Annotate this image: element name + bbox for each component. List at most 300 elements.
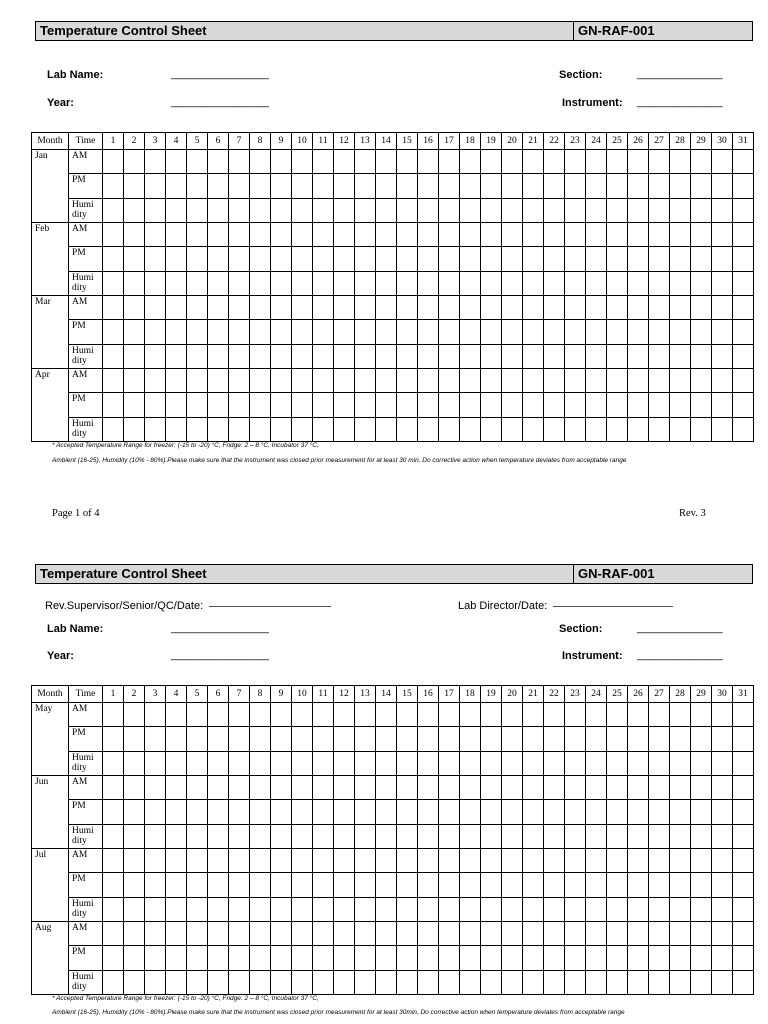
reading-cell[interactable] (733, 946, 754, 971)
reading-cell[interactable] (649, 418, 670, 442)
reading-cell[interactable] (649, 752, 670, 776)
reading-cell[interactable] (334, 825, 355, 849)
reading-cell[interactable] (439, 418, 460, 442)
reading-cell[interactable] (649, 703, 670, 727)
reading-cell[interactable] (271, 825, 292, 849)
reading-cell[interactable] (607, 320, 628, 345)
reading-cell[interactable] (271, 703, 292, 727)
reading-cell[interactable] (376, 199, 397, 223)
supervisor-signoff-line[interactable] (209, 606, 331, 607)
reading-cell[interactable] (355, 752, 376, 776)
reading-cell[interactable] (712, 150, 733, 174)
reading-cell[interactable] (607, 849, 628, 873)
reading-cell[interactable] (313, 418, 334, 442)
reading-cell[interactable] (124, 296, 145, 320)
reading-cell[interactable] (439, 946, 460, 971)
reading-cell[interactable] (187, 727, 208, 752)
reading-cell[interactable] (334, 849, 355, 873)
reading-cell[interactable] (523, 849, 544, 873)
reading-cell[interactable] (124, 345, 145, 369)
reading-cell[interactable] (250, 345, 271, 369)
reading-cell[interactable] (670, 703, 691, 727)
reading-cell[interactable] (271, 345, 292, 369)
reading-cell[interactable] (607, 369, 628, 393)
reading-cell[interactable] (586, 849, 607, 873)
reading-cell[interactable] (670, 223, 691, 247)
reading-cell[interactable] (376, 418, 397, 442)
reading-cell[interactable] (103, 296, 124, 320)
reading-cell[interactable] (376, 272, 397, 296)
reading-cell[interactable] (145, 946, 166, 971)
reading-cell[interactable] (586, 393, 607, 418)
reading-cell[interactable] (733, 703, 754, 727)
reading-cell[interactable] (670, 296, 691, 320)
reading-cell[interactable] (397, 369, 418, 393)
reading-cell[interactable] (313, 320, 334, 345)
reading-cell[interactable] (481, 898, 502, 922)
reading-cell[interactable] (355, 922, 376, 946)
reading-cell[interactable] (586, 174, 607, 199)
reading-cell[interactable] (670, 418, 691, 442)
reading-cell[interactable] (628, 703, 649, 727)
reading-cell[interactable] (334, 776, 355, 800)
reading-cell[interactable] (691, 849, 712, 873)
reading-cell[interactable] (250, 971, 271, 995)
reading-cell[interactable] (229, 150, 250, 174)
reading-cell[interactable] (355, 825, 376, 849)
reading-cell[interactable] (670, 946, 691, 971)
reading-cell[interactable] (733, 922, 754, 946)
reading-cell[interactable] (124, 369, 145, 393)
reading-cell[interactable] (208, 150, 229, 174)
reading-cell[interactable] (334, 223, 355, 247)
reading-cell[interactable] (292, 849, 313, 873)
reading-cell[interactable] (292, 345, 313, 369)
reading-cell[interactable] (712, 825, 733, 849)
director-signoff-line[interactable] (553, 606, 673, 607)
reading-cell[interactable] (103, 393, 124, 418)
reading-cell[interactable] (355, 296, 376, 320)
reading-cell[interactable] (166, 393, 187, 418)
reading-cell[interactable] (712, 800, 733, 825)
reading-cell[interactable] (397, 971, 418, 995)
reading-cell[interactable] (103, 150, 124, 174)
reading-cell[interactable] (649, 174, 670, 199)
reading-cell[interactable] (649, 849, 670, 873)
reading-cell[interactable] (565, 345, 586, 369)
reading-cell[interactable] (607, 971, 628, 995)
reading-cell[interactable] (418, 849, 439, 873)
reading-cell[interactable] (313, 849, 334, 873)
reading-cell[interactable] (229, 320, 250, 345)
reading-cell[interactable] (334, 946, 355, 971)
reading-cell[interactable] (187, 223, 208, 247)
reading-cell[interactable] (565, 199, 586, 223)
reading-cell[interactable] (670, 776, 691, 800)
reading-cell[interactable] (649, 393, 670, 418)
reading-cell[interactable] (460, 199, 481, 223)
reading-cell[interactable] (565, 776, 586, 800)
reading-cell[interactable] (250, 922, 271, 946)
reading-cell[interactable] (523, 272, 544, 296)
reading-cell[interactable] (355, 800, 376, 825)
reading-cell[interactable] (166, 849, 187, 873)
reading-cell[interactable] (691, 971, 712, 995)
reading-cell[interactable] (103, 825, 124, 849)
reading-cell[interactable] (565, 849, 586, 873)
reading-cell[interactable] (712, 776, 733, 800)
reading-cell[interactable] (208, 272, 229, 296)
reading-cell[interactable] (103, 223, 124, 247)
reading-cell[interactable] (271, 873, 292, 898)
reading-cell[interactable] (124, 873, 145, 898)
reading-cell[interactable] (586, 873, 607, 898)
reading-cell[interactable] (334, 873, 355, 898)
reading-cell[interactable] (250, 825, 271, 849)
reading-cell[interactable] (334, 922, 355, 946)
reading-cell[interactable] (271, 418, 292, 442)
reading-cell[interactable] (460, 320, 481, 345)
reading-cell[interactable] (439, 703, 460, 727)
reading-cell[interactable] (544, 345, 565, 369)
reading-cell[interactable] (250, 296, 271, 320)
reading-cell[interactable] (418, 150, 439, 174)
reading-cell[interactable] (166, 946, 187, 971)
reading-cell[interactable] (334, 418, 355, 442)
reading-cell[interactable] (502, 418, 523, 442)
reading-cell[interactable] (397, 272, 418, 296)
reading-cell[interactable] (439, 727, 460, 752)
reading-cell[interactable] (649, 800, 670, 825)
reading-cell[interactable] (250, 223, 271, 247)
reading-cell[interactable] (628, 296, 649, 320)
reading-cell[interactable] (712, 345, 733, 369)
reading-cell[interactable] (670, 320, 691, 345)
reading-cell[interactable] (565, 393, 586, 418)
reading-cell[interactable] (418, 418, 439, 442)
reading-cell[interactable] (313, 369, 334, 393)
reading-cell[interactable] (334, 272, 355, 296)
reading-cell[interactable] (607, 776, 628, 800)
reading-cell[interactable] (355, 971, 376, 995)
reading-cell[interactable] (439, 150, 460, 174)
reading-cell[interactable] (670, 752, 691, 776)
reading-cell[interactable] (229, 825, 250, 849)
reading-cell[interactable] (124, 776, 145, 800)
reading-cell[interactable] (103, 800, 124, 825)
reading-cell[interactable] (187, 320, 208, 345)
reading-cell[interactable] (586, 369, 607, 393)
reading-cell[interactable] (544, 393, 565, 418)
reading-cell[interactable] (145, 296, 166, 320)
reading-cell[interactable] (103, 418, 124, 442)
reading-cell[interactable] (397, 345, 418, 369)
reading-cell[interactable] (439, 174, 460, 199)
reading-cell[interactable] (649, 272, 670, 296)
reading-cell[interactable] (733, 800, 754, 825)
reading-cell[interactable] (124, 199, 145, 223)
reading-cell[interactable] (586, 296, 607, 320)
reading-cell[interactable] (502, 800, 523, 825)
reading-cell[interactable] (355, 898, 376, 922)
reading-cell[interactable] (271, 922, 292, 946)
reading-cell[interactable] (292, 922, 313, 946)
reading-cell[interactable] (229, 752, 250, 776)
reading-cell[interactable] (166, 752, 187, 776)
reading-cell[interactable] (733, 223, 754, 247)
reading-cell[interactable] (502, 320, 523, 345)
reading-cell[interactable] (292, 776, 313, 800)
reading-cell[interactable] (712, 898, 733, 922)
reading-cell[interactable] (586, 272, 607, 296)
reading-cell[interactable] (418, 898, 439, 922)
reading-cell[interactable] (124, 825, 145, 849)
reading-cell[interactable] (502, 703, 523, 727)
reading-cell[interactable] (523, 296, 544, 320)
reading-cell[interactable] (460, 946, 481, 971)
reading-cell[interactable] (208, 174, 229, 199)
reading-cell[interactable] (397, 223, 418, 247)
reading-cell[interactable] (334, 345, 355, 369)
reading-cell[interactable] (460, 776, 481, 800)
reading-cell[interactable] (418, 971, 439, 995)
reading-cell[interactable] (397, 418, 418, 442)
reading-cell[interactable] (292, 800, 313, 825)
reading-cell[interactable] (481, 849, 502, 873)
reading-cell[interactable] (376, 727, 397, 752)
reading-cell[interactable] (103, 345, 124, 369)
reading-cell[interactable] (292, 418, 313, 442)
reading-cell[interactable] (649, 922, 670, 946)
reading-cell[interactable] (565, 418, 586, 442)
reading-cell[interactable] (586, 946, 607, 971)
reading-cell[interactable] (187, 752, 208, 776)
reading-cell[interactable] (523, 946, 544, 971)
reading-cell[interactable] (292, 199, 313, 223)
reading-cell[interactable] (103, 703, 124, 727)
reading-cell[interactable] (628, 199, 649, 223)
reading-cell[interactable] (691, 369, 712, 393)
reading-cell[interactable] (460, 369, 481, 393)
reading-cell[interactable] (628, 776, 649, 800)
reading-cell[interactable] (313, 272, 334, 296)
reading-cell[interactable] (481, 369, 502, 393)
reading-cell[interactable] (733, 369, 754, 393)
reading-cell[interactable] (565, 800, 586, 825)
reading-cell[interactable] (523, 418, 544, 442)
reading-cell[interactable] (418, 320, 439, 345)
reading-cell[interactable] (418, 922, 439, 946)
reading-cell[interactable] (544, 199, 565, 223)
reading-cell[interactable] (565, 272, 586, 296)
reading-cell[interactable] (124, 393, 145, 418)
reading-cell[interactable] (670, 825, 691, 849)
reading-cell[interactable] (628, 223, 649, 247)
reading-cell[interactable] (691, 727, 712, 752)
reading-cell[interactable] (166, 800, 187, 825)
reading-cell[interactable] (481, 776, 502, 800)
reading-cell[interactable] (712, 971, 733, 995)
reading-cell[interactable] (565, 223, 586, 247)
reading-cell[interactable] (670, 247, 691, 272)
reading-cell[interactable] (229, 418, 250, 442)
reading-cell[interactable] (460, 272, 481, 296)
reading-cell[interactable] (481, 727, 502, 752)
reading-cell[interactable] (376, 800, 397, 825)
reading-cell[interactable] (712, 922, 733, 946)
reading-cell[interactable] (334, 393, 355, 418)
reading-cell[interactable] (481, 971, 502, 995)
reading-cell[interactable] (166, 776, 187, 800)
reading-cell[interactable] (229, 247, 250, 272)
reading-cell[interactable] (334, 296, 355, 320)
reading-cell[interactable] (208, 703, 229, 727)
reading-cell[interactable] (670, 922, 691, 946)
reading-cell[interactable] (166, 247, 187, 272)
reading-cell[interactable] (292, 150, 313, 174)
reading-cell[interactable] (691, 223, 712, 247)
reading-cell[interactable] (334, 800, 355, 825)
reading-cell[interactable] (229, 922, 250, 946)
reading-cell[interactable] (544, 922, 565, 946)
reading-cell[interactable] (292, 272, 313, 296)
reading-cell[interactable] (691, 873, 712, 898)
reading-cell[interactable] (103, 320, 124, 345)
reading-cell[interactable] (292, 174, 313, 199)
reading-cell[interactable] (313, 752, 334, 776)
reading-cell[interactable] (544, 320, 565, 345)
reading-cell[interactable] (355, 223, 376, 247)
reading-cell[interactable] (544, 727, 565, 752)
reading-cell[interactable] (145, 971, 166, 995)
reading-cell[interactable] (292, 727, 313, 752)
reading-cell[interactable] (481, 247, 502, 272)
lab-name-blank[interactable]: ________________ (171, 622, 269, 634)
reading-cell[interactable] (292, 369, 313, 393)
reading-cell[interactable] (376, 369, 397, 393)
reading-cell[interactable] (397, 752, 418, 776)
reading-cell[interactable] (502, 223, 523, 247)
reading-cell[interactable] (103, 369, 124, 393)
reading-cell[interactable] (460, 898, 481, 922)
reading-cell[interactable] (313, 776, 334, 800)
reading-cell[interactable] (187, 150, 208, 174)
reading-cell[interactable] (376, 703, 397, 727)
reading-cell[interactable] (376, 971, 397, 995)
reading-cell[interactable] (523, 752, 544, 776)
reading-cell[interactable] (229, 898, 250, 922)
reading-cell[interactable] (733, 752, 754, 776)
reading-cell[interactable] (250, 393, 271, 418)
reading-cell[interactable] (418, 752, 439, 776)
reading-cell[interactable] (250, 247, 271, 272)
reading-cell[interactable] (481, 418, 502, 442)
reading-cell[interactable] (502, 393, 523, 418)
reading-cell[interactable] (586, 320, 607, 345)
reading-cell[interactable] (355, 393, 376, 418)
reading-cell[interactable] (628, 320, 649, 345)
reading-cell[interactable] (250, 727, 271, 752)
reading-cell[interactable] (670, 898, 691, 922)
reading-cell[interactable] (712, 727, 733, 752)
reading-cell[interactable] (166, 223, 187, 247)
reading-cell[interactable] (733, 174, 754, 199)
reading-cell[interactable] (628, 922, 649, 946)
reading-cell[interactable] (502, 727, 523, 752)
reading-cell[interactable] (313, 199, 334, 223)
reading-cell[interactable] (607, 296, 628, 320)
reading-cell[interactable] (271, 800, 292, 825)
reading-cell[interactable] (691, 752, 712, 776)
reading-cell[interactable] (544, 898, 565, 922)
reading-cell[interactable] (103, 873, 124, 898)
reading-cell[interactable] (145, 849, 166, 873)
reading-cell[interactable] (397, 946, 418, 971)
reading-cell[interactable] (103, 898, 124, 922)
reading-cell[interactable] (229, 272, 250, 296)
reading-cell[interactable] (439, 825, 460, 849)
reading-cell[interactable] (376, 345, 397, 369)
reading-cell[interactable] (166, 703, 187, 727)
reading-cell[interactable] (124, 800, 145, 825)
reading-cell[interactable] (271, 849, 292, 873)
reading-cell[interactable] (187, 776, 208, 800)
reading-cell[interactable] (418, 703, 439, 727)
reading-cell[interactable] (691, 345, 712, 369)
reading-cell[interactable] (334, 369, 355, 393)
reading-cell[interactable] (334, 247, 355, 272)
reading-cell[interactable] (544, 369, 565, 393)
reading-cell[interactable] (145, 922, 166, 946)
reading-cell[interactable] (628, 946, 649, 971)
reading-cell[interactable] (670, 150, 691, 174)
instrument-blank[interactable]: ______________ (637, 96, 723, 108)
reading-cell[interactable] (544, 174, 565, 199)
reading-cell[interactable] (502, 922, 523, 946)
reading-cell[interactable] (460, 393, 481, 418)
reading-cell[interactable] (481, 703, 502, 727)
reading-cell[interactable] (502, 971, 523, 995)
reading-cell[interactable] (124, 418, 145, 442)
reading-cell[interactable] (439, 199, 460, 223)
reading-cell[interactable] (712, 272, 733, 296)
reading-cell[interactable] (355, 418, 376, 442)
reading-cell[interactable] (649, 825, 670, 849)
reading-cell[interactable] (607, 752, 628, 776)
reading-cell[interactable] (187, 946, 208, 971)
reading-cell[interactable] (376, 776, 397, 800)
reading-cell[interactable] (208, 898, 229, 922)
reading-cell[interactable] (733, 345, 754, 369)
reading-cell[interactable] (313, 946, 334, 971)
reading-cell[interactable] (187, 849, 208, 873)
reading-cell[interactable] (208, 776, 229, 800)
reading-cell[interactable] (418, 345, 439, 369)
reading-cell[interactable] (271, 971, 292, 995)
reading-cell[interactable] (355, 946, 376, 971)
reading-cell[interactable] (166, 971, 187, 995)
reading-cell[interactable] (229, 776, 250, 800)
reading-cell[interactable] (124, 922, 145, 946)
reading-cell[interactable] (691, 199, 712, 223)
reading-cell[interactable] (334, 727, 355, 752)
reading-cell[interactable] (250, 703, 271, 727)
reading-cell[interactable] (397, 727, 418, 752)
reading-cell[interactable] (481, 800, 502, 825)
reading-cell[interactable] (733, 393, 754, 418)
reading-cell[interactable] (187, 272, 208, 296)
reading-cell[interactable] (565, 752, 586, 776)
